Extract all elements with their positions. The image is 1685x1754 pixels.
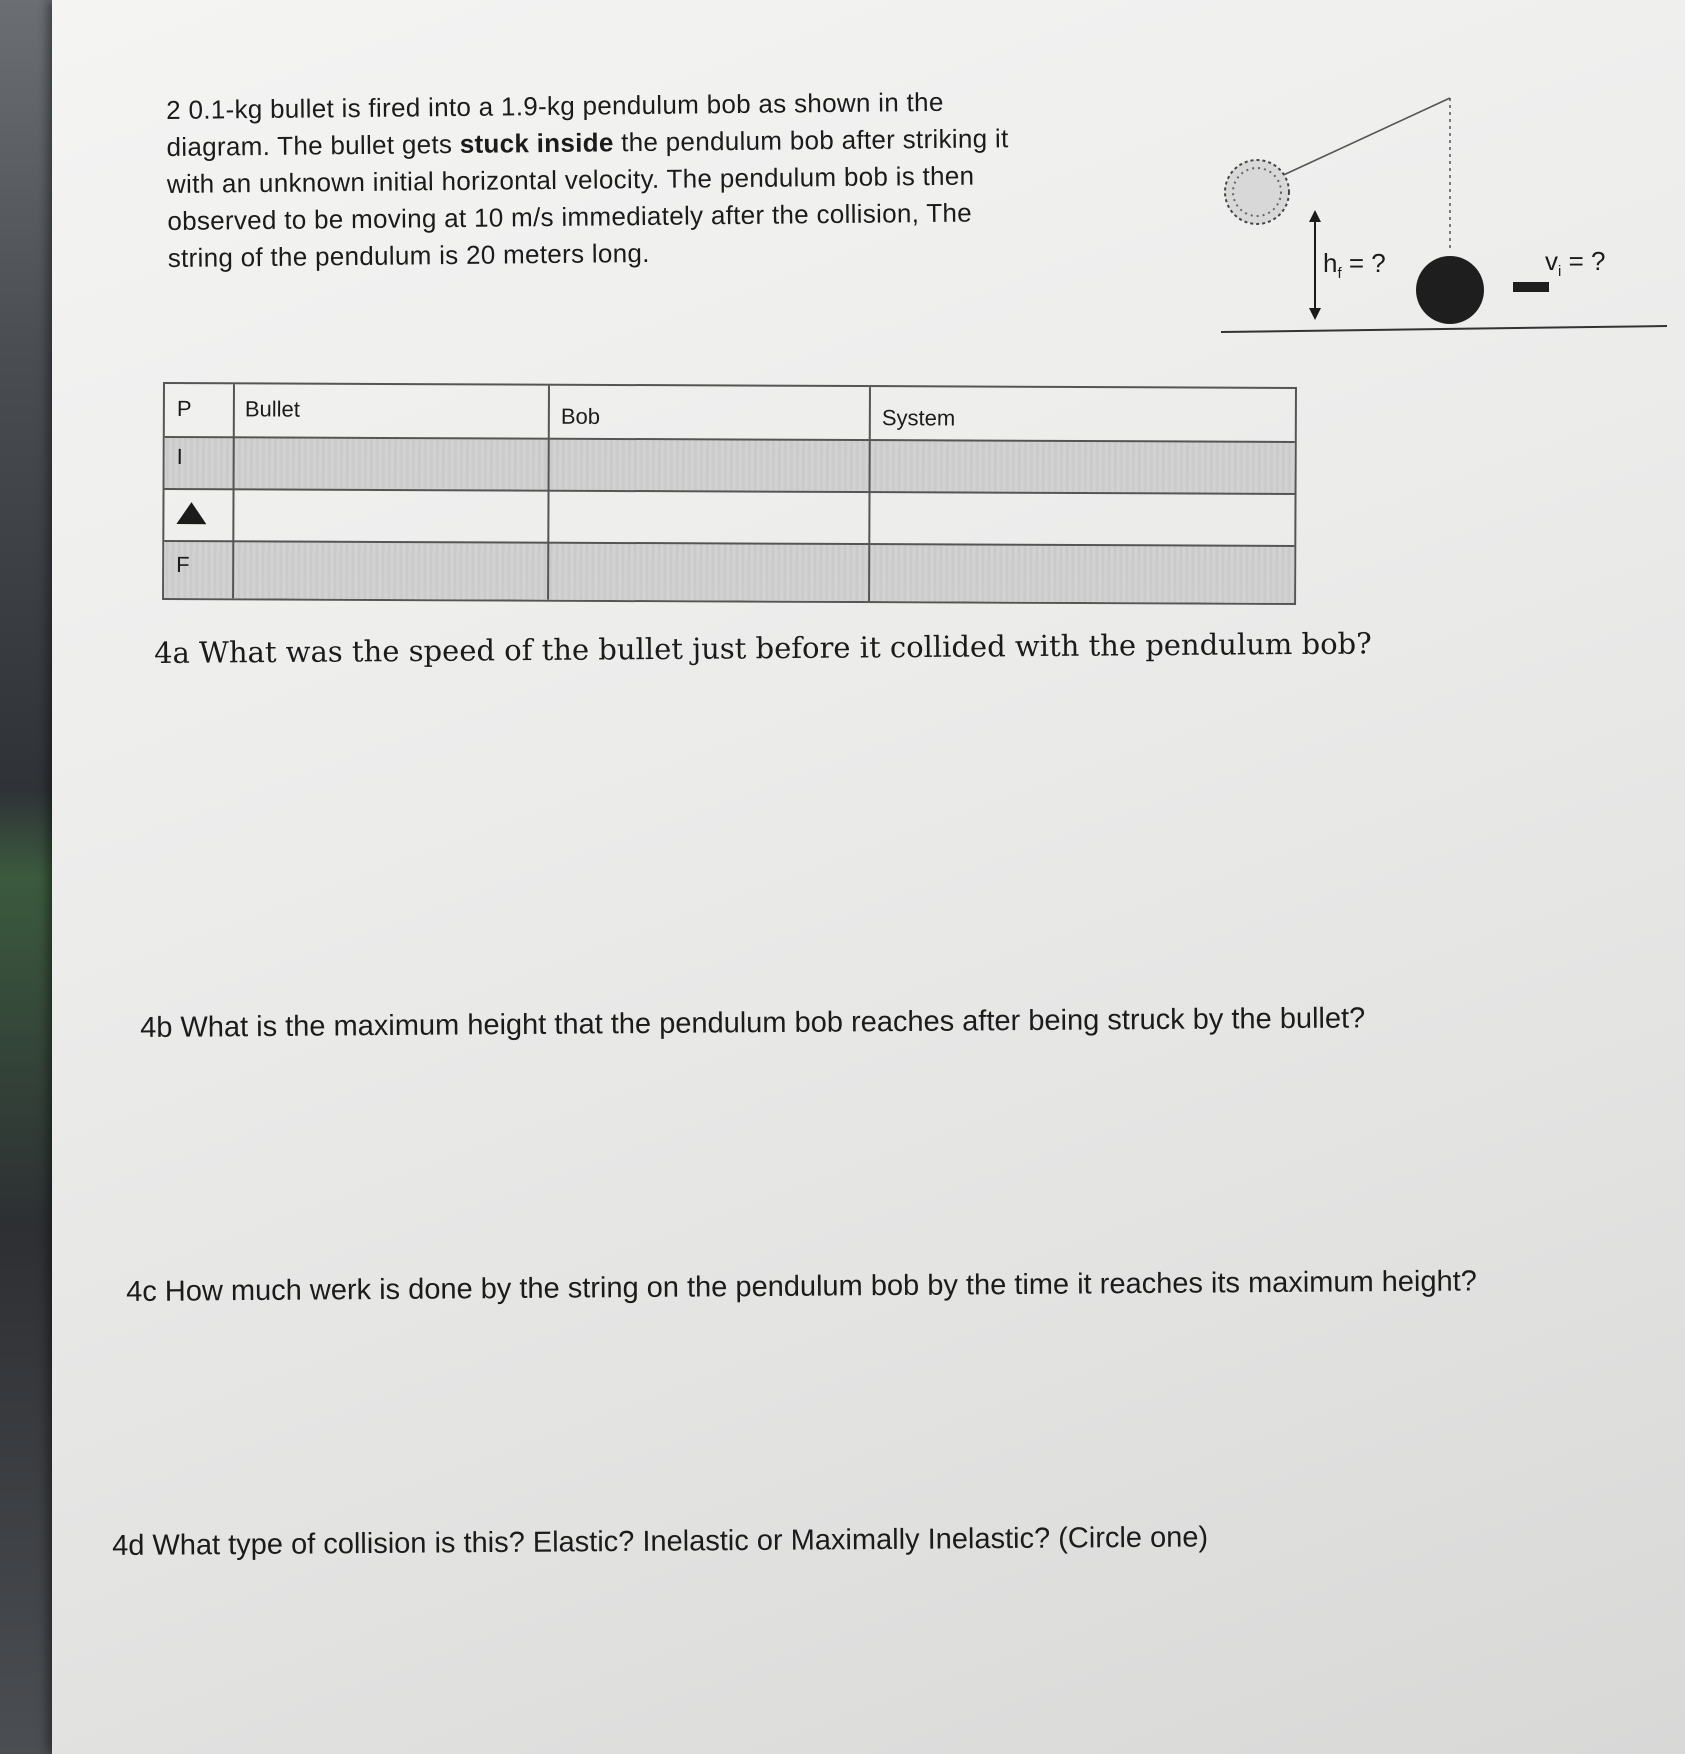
- table-header-system: System: [881, 405, 956, 431]
- velocity-label-value: = ?: [1561, 246, 1606, 276]
- background-edge: [0, 0, 60, 1754]
- table-row-initial: [165, 436, 1295, 493]
- bullet: [1513, 282, 1549, 292]
- velocity-label-subscript: i: [1558, 263, 1562, 281]
- momentum-table: [162, 382, 1297, 605]
- problem-line-3: with an unknown initial horizontal velocity. The pendulum bob is then: [166, 160, 975, 199]
- question-4b: 4b What is the maximum height that the pendulum bob reaches after being struck by the bullet?: [140, 1002, 1366, 1044]
- delta-triangle-icon: [176, 502, 206, 524]
- table-row-label-initial: I: [176, 444, 183, 470]
- velocity-label-symbol: v: [1545, 246, 1558, 276]
- pendulum-diagram-graphic: [1215, 90, 1675, 350]
- pendulum-diagram: [1215, 90, 1675, 350]
- height-label-subscript: f: [1337, 265, 1342, 283]
- table-row-label-final: F: [176, 552, 190, 578]
- height-label-value: = ?: [1341, 248, 1386, 278]
- table-header-p: P: [176, 396, 192, 422]
- table-header-bullet: Bullet: [244, 396, 300, 422]
- problem-number: 2: [166, 94, 182, 125]
- problem-line-2-pre: diagram. The bullet gets: [166, 128, 460, 162]
- height-label-symbol: h: [1323, 248, 1338, 278]
- height-label: [1323, 248, 1386, 282]
- table-header-bob: Bob: [560, 403, 601, 429]
- question-4c: 4c How much werk is done by the string on the pendulum bob by the time it reaches its maximum height?: [126, 1265, 1477, 1308]
- question-4d: 4d What type of collision is this? Elastic? Inelastic or Maximally Inelastic? (Circle one): [112, 1521, 1209, 1562]
- problem-line-2-bold: stuck inside: [459, 127, 614, 159]
- problem-line-2-post: the pendulum bob after striking it: [613, 123, 1009, 158]
- problem-line-5: string of the pendulum is 20 meters long.: [167, 237, 650, 273]
- height-arrow-down-head: [1309, 308, 1321, 320]
- problem-line-1-text: 0.1-kg bullet is fired into a 1.9-kg pendulum bob as shown in the: [188, 86, 944, 125]
- height-arrow-up-head: [1309, 210, 1321, 222]
- ground-line: [1221, 326, 1667, 332]
- velocity-label: [1545, 246, 1605, 280]
- problem-line-4: observed to be moving at 10 m/s immediately after the collision, The: [167, 197, 973, 236]
- problem-statement: [166, 82, 1148, 277]
- pendulum-bob: [1416, 256, 1484, 324]
- pendulum-string: [1277, 98, 1450, 178]
- question-4a: 4a What was the speed of the bullet just before it collided with the pendulum bob?: [154, 626, 1372, 670]
- raised-bob-dotted: [1225, 160, 1289, 224]
- table-row-change: [164, 488, 1294, 545]
- table-row-final: [164, 540, 1294, 603]
